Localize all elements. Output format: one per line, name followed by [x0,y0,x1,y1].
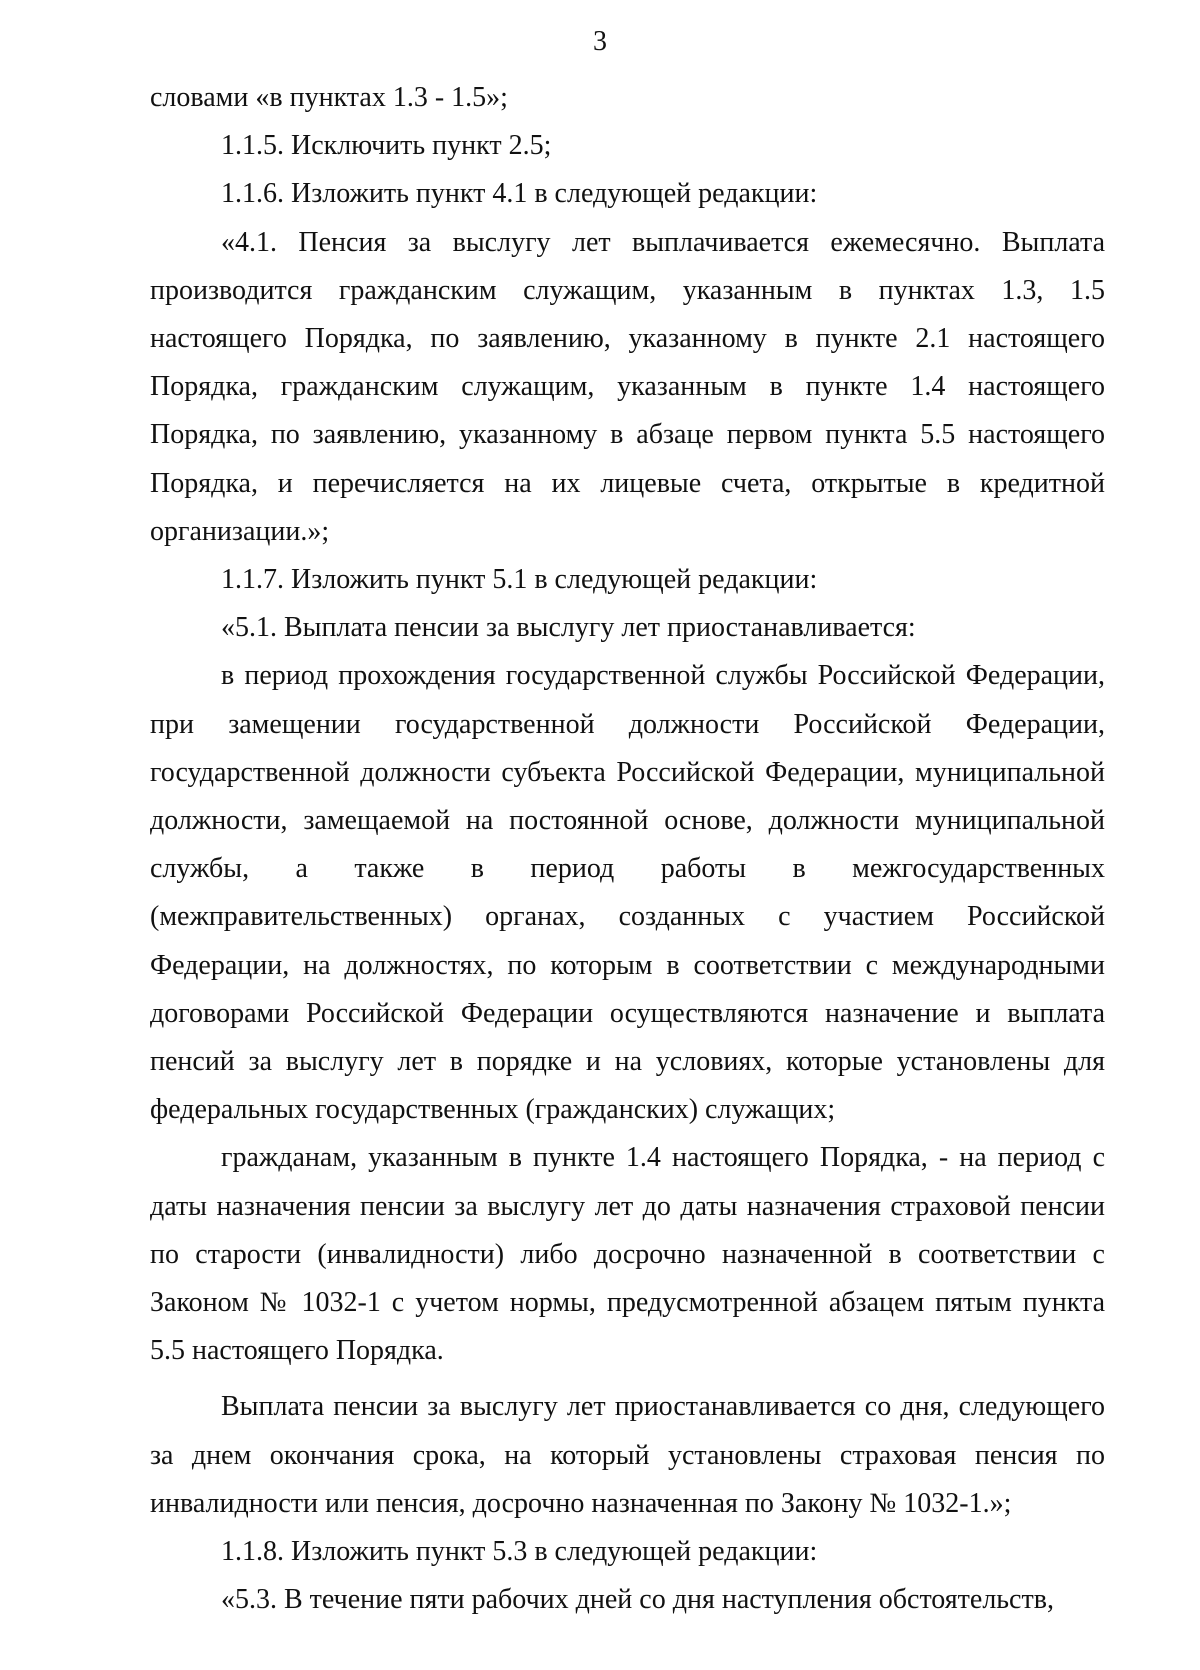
paragraph-1-1-5: 1.1.5. Исключить пункт 2.5; [221,130,552,162]
paragraph-service-period: в период прохождения государственной службы Российской Федерации, при замещении государственной должности Российской Федерации, государственной должности субъекта Российской Федерации, муниципальной должности, замещаемой на постоянной основе, должности муниципальной службы, а также в период работы в межгосударственных (межправительственных) органах, созданных с участием Российской Федерации, на должностях, по которым в соответствии с международными договорами Российской Федерации осуществляются назначение и выплата пенсий за выслугу лет в порядке и на условиях, которые установлены для федеральных государственных (гражданских) служащих; [150,660,1105,1126]
paragraph-1-1-8: 1.1.8. Изложить пункт 5.3 в следующей редакции: [221,1536,818,1568]
paragraph-5-1-quote: «5.1. Выплата пенсии за выслугу лет приостанавливается: [221,612,916,644]
paragraph-continuation: словами «в пунктах 1.3 - 1.5»; [150,82,508,113]
document-body [150,74,1105,1625]
paragraph-5-3-quote: «5.3. В течение пяти рабочих дней со дня наступления обстоятельств, [221,1584,1054,1616]
paragraph-citizens-1-4: гражданам, указанным в пункте 1.4 настоящего Порядка, - на период с даты назначения пенсии за выслугу лет до даты назначения страховой пенсии по старости (инвалидности) либо досрочно назначенной в соответствии с Законом № 1032-1 с учетом нормы, предусмотренной абзацем пятым пункта 5.5 настоящего Порядка. [150,1142,1105,1367]
paragraph-payment-suspension: Выплата пенсии за выслугу лет приостанавливается со дня, следующего за днем окончания срока, на который установлены страховая пенсия по инвалидности или пенсия, досрочно назначенная по Закону № 1032-1.»; [150,1391,1105,1519]
paragraph-1-1-7: 1.1.7. Изложить пункт 5.1 в следующей редакции: [221,564,818,596]
paragraph-4-1-quote: «4.1. Пенсия за выслугу лет выплачивается ежемесячно. Выплата производится гражданским служащим, указанным в пунктах 1.3, 1.5 настоящего Порядка, по заявлению, указанному в пункте 2.1 настоящего Порядка, гражданским служащим, указанным в пункте 1.4 настоящего Порядка, по заявлению, указанному в абзаце первом пункта 5.5 настоящего Порядка, и перечисляется на их лицевые счета, открытые в кредитной организации.»; [150,226,1105,547]
page-number: 3 [593,26,607,57]
paragraph-1-1-6: 1.1.6. Изложить пункт 4.1 в следующей редакции: [221,178,818,210]
